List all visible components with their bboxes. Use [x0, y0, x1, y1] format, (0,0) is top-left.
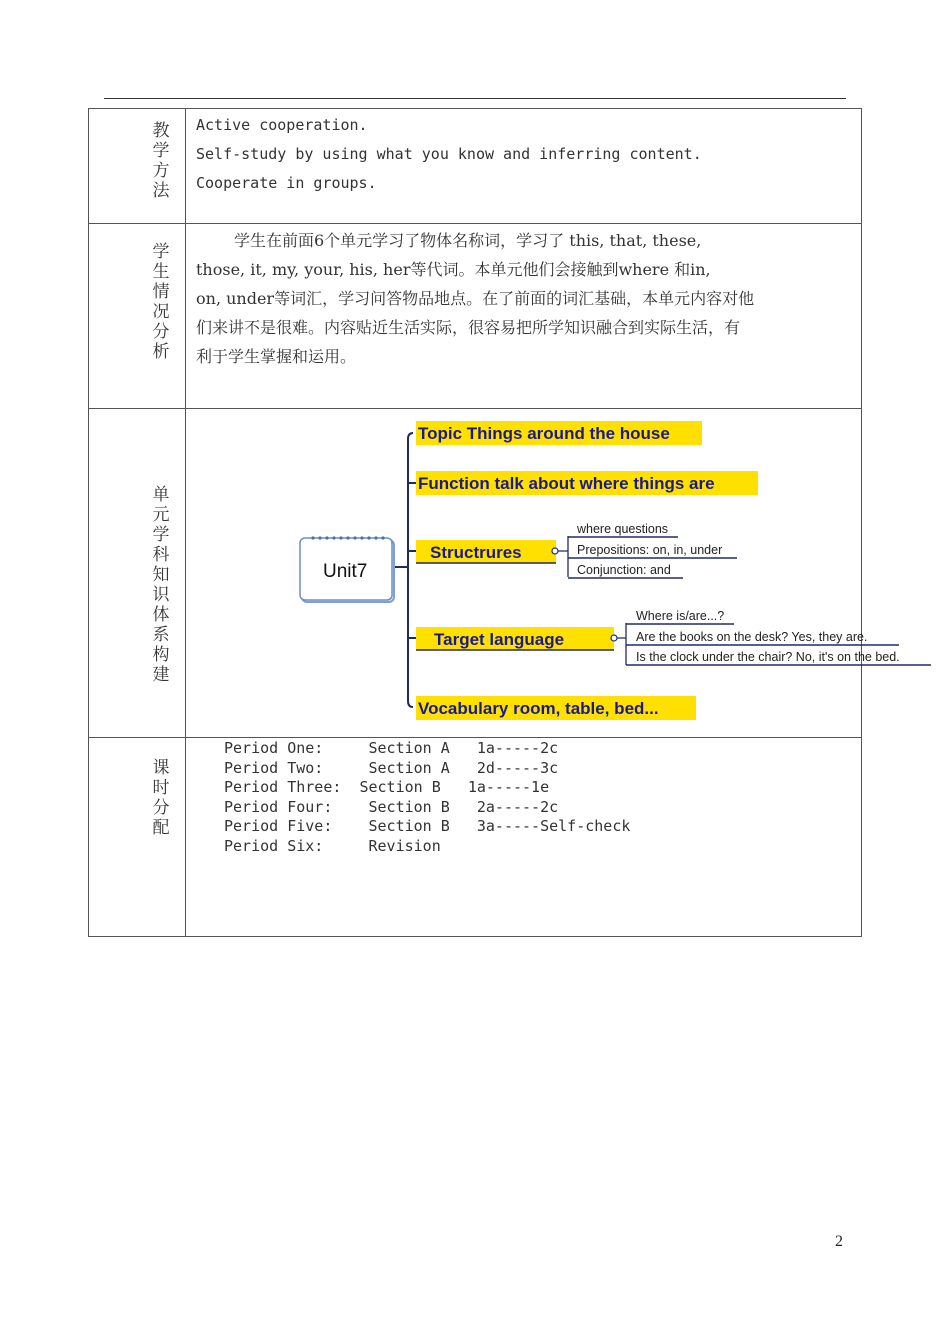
- student-analysis-row: [89, 224, 861, 409]
- analysis-line: those, it, my, your, his, her等代词。本单元他们会接触到where 和in,: [196, 260, 711, 279]
- analysis-line: 们来讲不是很难。内容贴近生活实际，很容易把所学知识融合到实际生活，有: [196, 318, 741, 337]
- function-branch-label: Function talk about where things are: [418, 474, 715, 493]
- period-line: Period Five: Section B 3a-----Self-check: [224, 817, 631, 835]
- analysis-paragraph: [196, 226, 856, 371]
- row-label-cell: [89, 738, 186, 936]
- analysis-line: 学生在前面6个单元学习了物体名称词，学习了 this, that, these,: [234, 231, 702, 250]
- page-number: 2: [835, 1233, 843, 1250]
- sub-connector: [617, 623, 626, 665]
- branch-node: [552, 548, 558, 554]
- structures-branch-label: Structrures: [430, 543, 522, 562]
- trunk-line: [408, 433, 413, 707]
- knowledge-system-row: [89, 409, 900, 738]
- row-label-cell: [89, 224, 186, 408]
- period-line: Period One: Section A 1a-----2c: [224, 739, 559, 757]
- period-line: Period Two: Section A 2d-----3c: [224, 758, 559, 777]
- branch-node: [611, 635, 617, 641]
- unit-mindmap: [186, 409, 900, 738]
- mindmap-cell: [186, 409, 900, 737]
- knowledge-system-label: 单元学科知识体系构建: [152, 485, 170, 685]
- sub-connector: [558, 536, 568, 577]
- center-node-label: Unit7: [323, 561, 368, 582]
- period-allocation-row: [89, 738, 861, 936]
- teaching-method-content: [186, 109, 861, 223]
- center-node: [300, 536, 394, 602]
- sub-item: Prepositions: on, in, under: [577, 543, 723, 557]
- row-label-cell: [89, 409, 186, 737]
- header-rule: [104, 98, 846, 99]
- student-analysis-label: 学生情况分析: [152, 242, 170, 362]
- period-line: Period Six: Revision: [224, 836, 441, 855]
- target-language-branch-label: Target language: [434, 630, 565, 649]
- period-allocation-content: [186, 738, 861, 936]
- sub-item: where questions: [577, 522, 669, 536]
- analysis-line: on, under等词汇，学习问答物品地点。在了前面的词汇基础，本单元内容对他: [196, 289, 755, 308]
- sub-item: Are the books on the desk? Yes, they are.: [636, 630, 868, 644]
- lesson-plan-table: [88, 108, 900, 937]
- student-analysis-content: [186, 224, 861, 408]
- method-line: Cooperate in groups.: [196, 174, 377, 192]
- period-allocation-label: 课时分配: [152, 758, 170, 838]
- method-line: Self-study by using what you know and inferring content.: [196, 145, 702, 163]
- sub-item: Is the clock under the chair? No, it's on the bed.: [636, 650, 900, 664]
- period-line: Period Four: Section B 2a-----2c: [224, 797, 559, 816]
- method-line: Active cooperation.: [196, 116, 368, 134]
- row-label-cell: [89, 109, 186, 223]
- topic-branch-label: Topic Things around the house: [418, 424, 670, 443]
- teaching-method-row: [89, 109, 861, 224]
- sub-item: Where is/are...?: [636, 609, 725, 623]
- sub-item: Conjunction: and: [577, 563, 671, 577]
- vocabulary-branch-label: Vocabulary room, table, bed...: [418, 699, 659, 718]
- analysis-line: 利于学生掌握和运用。: [196, 347, 357, 366]
- period-line: Period Three: Section B 1a-----1e: [224, 778, 550, 796]
- teaching-method-label: 教学方法: [152, 121, 170, 201]
